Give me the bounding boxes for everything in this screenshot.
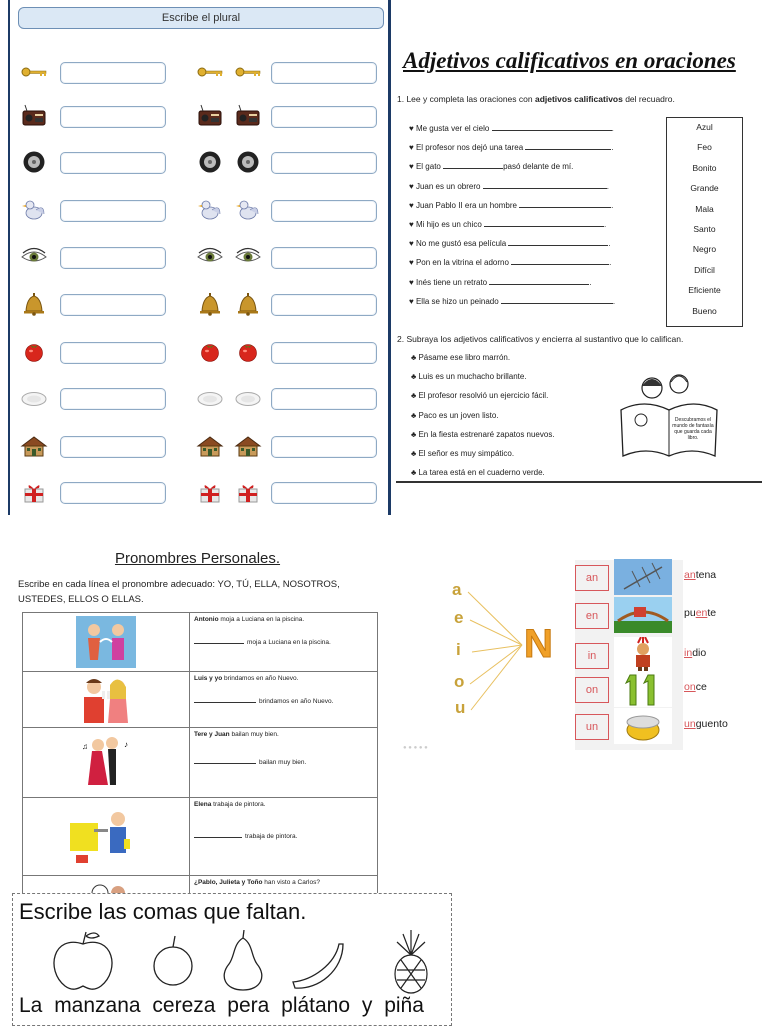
word-syllable: un (684, 718, 696, 730)
bell-icon (234, 292, 262, 321)
tire-icon (234, 150, 262, 179)
radio-icon (234, 104, 262, 133)
eye-icon (20, 245, 48, 274)
gift-icon (20, 480, 48, 509)
singular-input[interactable] (60, 200, 166, 222)
sentence-end: . (589, 277, 592, 287)
example-word (684, 569, 716, 581)
sentence-start: ♥ El gato (409, 162, 444, 172)
answer-blank[interactable] (443, 160, 503, 169)
banana-icon (293, 944, 343, 988)
answer-blank[interactable] (492, 122, 612, 131)
eleven-icon (614, 671, 672, 712)
plate-icon (234, 386, 262, 415)
sentence-end: . (604, 220, 607, 229)
picture-cell (23, 728, 190, 798)
fill-sentence (194, 637, 331, 646)
plate-icon (20, 386, 48, 415)
sentence-end: . (606, 181, 609, 191)
big-letter: N (524, 622, 553, 666)
plural-input[interactable] (271, 482, 377, 504)
row-sentence (194, 801, 266, 808)
adjectives-title: Adjetivos calificativos en oraciones (403, 48, 736, 73)
sentence-start: ♥ Juan es un obrero (409, 181, 483, 191)
plural-input[interactable] (271, 152, 377, 174)
singular-input[interactable] (60, 388, 166, 410)
answer-blank[interactable] (489, 276, 592, 287)
commas-title: Escribe las comas que faltan. (19, 899, 307, 924)
singular-input[interactable] (60, 62, 166, 84)
word-option: Grande (690, 183, 719, 194)
fill-text: brindamos en año Nuevo. (259, 698, 334, 705)
word-option: Difícil (694, 264, 715, 275)
predicate: moja a Luciana en la piscina. (218, 616, 305, 623)
sentence-end: pasó delante de mí. (503, 162, 574, 172)
illustration-icon (66, 614, 146, 675)
sentence-item (409, 160, 573, 171)
predicate: bailan muy bien. (229, 731, 279, 738)
gift-icon (196, 480, 224, 509)
radio-icon (20, 104, 48, 133)
sentence-start: ♥ Me gusta ver el cielo (409, 124, 492, 133)
pronoun-blank[interactable] (194, 696, 256, 703)
sentence-start: ♥ No me gustó esa película (409, 239, 509, 249)
word-box (666, 117, 743, 327)
plural-input[interactable] (271, 294, 377, 316)
ointment-icon (614, 708, 672, 749)
sentence-end: . (611, 200, 614, 210)
subrayar-item: ♣ Paco es un joven listo. (411, 410, 499, 420)
fill-sentence (194, 831, 297, 840)
sentence-item (409, 295, 615, 306)
word-option: Santo (693, 224, 716, 234)
bridge-icon (614, 597, 672, 638)
cherry-icon (154, 936, 192, 985)
singular-input[interactable] (60, 294, 166, 316)
plate-icon (196, 386, 224, 415)
eye-icon (234, 245, 262, 274)
word-suffix: dio (692, 647, 707, 659)
illustration-icon (66, 809, 146, 870)
syllable-in: in (575, 643, 609, 669)
singular-input[interactable] (60, 436, 166, 458)
subrayar-item: ♣ El señor es muy simpático. (411, 449, 515, 458)
bell-icon (20, 292, 48, 321)
key-icon (196, 60, 224, 89)
sentence-start: ♥ El profesor nos dejó una tarea (409, 143, 526, 153)
table-row (23, 727, 377, 798)
pronouns-instruction: Escribe en cada línea el pronombre adecuado: YO, TÚ, ELLA, NOSOTROS, USTEDES, ELLOS O ELLAS. (18, 579, 340, 605)
commas-sentence: La manzana cereza pera plátano y piña (19, 994, 424, 1017)
bottom-rule (396, 481, 762, 483)
example-word (684, 681, 707, 693)
picture-cell (23, 613, 190, 671)
answer-blank[interactable] (519, 199, 614, 210)
subject: Luis y yo (194, 675, 223, 682)
subrayar-item: ♣ El profesor resolvió un ejercicio fácil. (411, 391, 549, 401)
picture-cell (23, 798, 190, 876)
left-border (8, 0, 10, 515)
sentence-end: . (609, 258, 612, 268)
word-option: Bueno (692, 305, 717, 316)
sentence-start: ♥ Juan Pablo II era un hombre (409, 200, 520, 210)
tire-icon (20, 150, 48, 179)
singular-input[interactable] (60, 247, 166, 269)
syllable-on: on (575, 677, 609, 703)
pronouns-table (22, 612, 378, 904)
adjectives-worksheet (391, 0, 768, 515)
word-option: Azul (696, 122, 713, 132)
illustration-icon (66, 673, 146, 734)
word-option: Mala (695, 203, 714, 214)
vowel-a: a (452, 580, 462, 599)
sentence-end: . (611, 124, 614, 133)
answer-blank[interactable] (484, 218, 607, 229)
vowel-connector (470, 620, 522, 645)
sentence-item (409, 141, 614, 152)
vowel-u: u (455, 698, 466, 717)
radio-icon (196, 104, 224, 133)
house-icon (196, 434, 224, 463)
sentence-start: ♥ Mi hijo es un chico (409, 220, 485, 229)
sentence-item (409, 122, 614, 133)
syllable-an: an (575, 565, 609, 591)
fruit-drawings (43, 930, 443, 994)
singular-input[interactable] (60, 106, 166, 128)
pronoun-blank[interactable] (194, 831, 242, 838)
example-word (684, 647, 706, 659)
plural-title: Escribe el plural (18, 7, 384, 29)
example-word (684, 718, 728, 730)
singular-input[interactable] (60, 342, 166, 364)
sentence-start: ♥ Ella se hizo un peinado (409, 296, 501, 306)
subject: Elena (194, 801, 212, 808)
commas-worksheet (12, 893, 452, 1026)
subrayar-item: ♣ Luis es un muchacho brillante. (411, 372, 527, 382)
pronouns-title: Pronombres Personales. (114, 550, 281, 567)
bird-icon (196, 198, 224, 227)
syllable-en: en (575, 603, 609, 629)
sentence-start: ♥ Pon en la vitrina el adorno (409, 258, 512, 268)
gift-icon (234, 480, 262, 509)
singular-input[interactable] (60, 152, 166, 174)
question-1: 1. Lee y completa las oraciones con adjetivos calificativos del recuadro. (397, 94, 675, 104)
word-syllable: en (695, 607, 708, 619)
sentence-item (409, 276, 592, 287)
bell-icon (196, 292, 224, 321)
fill-sentence (194, 696, 333, 705)
plural-input[interactable] (271, 247, 377, 269)
word-syllable: on (684, 681, 696, 693)
bird-icon (234, 198, 262, 227)
svg-text:♪: ♪ (124, 740, 128, 749)
pronoun-blank[interactable] (194, 637, 244, 644)
pear-icon (224, 930, 262, 990)
fill-text: moja a Luciana en la piscina. (247, 639, 331, 646)
predicate: trabaja de pintora. (211, 801, 266, 808)
sentence-item (409, 256, 611, 267)
house-icon (20, 434, 48, 463)
tomato-icon (196, 340, 224, 369)
subrayar-item: ♣ En la fiesta estrenaré zapatos nuevos. (411, 429, 555, 439)
word-suffix: ce (695, 681, 707, 693)
answer-blank[interactable] (511, 256, 612, 268)
plural-input[interactable] (271, 388, 377, 410)
vowel-i: i (456, 640, 461, 659)
tomato-icon (234, 340, 262, 369)
picture-cell (23, 672, 190, 728)
question-2: 2. Subraya los adjetivos calificativos y encierra al sustantivo que lo califican. (397, 334, 684, 344)
sentence-end: . (608, 239, 611, 249)
plural-input[interactable] (271, 200, 377, 222)
plural-worksheet (0, 0, 390, 515)
plural-input[interactable] (271, 436, 377, 458)
pronouns-worksheet (0, 540, 395, 900)
fill-text: bailan muy bien. (259, 759, 307, 766)
word-suffix: te (707, 607, 717, 619)
word-option: Feo (697, 142, 712, 153)
vowel-e: e (454, 608, 464, 627)
word-suffix: tena (695, 569, 717, 581)
word-prefix: pu (684, 607, 696, 619)
answer-blank[interactable] (508, 237, 611, 249)
bird-icon (20, 198, 48, 227)
pronoun-blank[interactable] (194, 757, 256, 764)
word-syllable: in (684, 647, 693, 659)
tire-icon (196, 150, 224, 179)
sentence-item (409, 180, 609, 191)
decor-dots: ● ● ● ● ● (403, 745, 428, 751)
row-sentence (194, 879, 320, 886)
answer-blank[interactable] (483, 180, 607, 189)
fill-sentence (194, 757, 306, 766)
sentence-item (409, 218, 606, 229)
plural-input[interactable] (271, 106, 377, 128)
row-sentence (194, 616, 304, 623)
word-option: Eficiente (688, 285, 721, 296)
subject: ¿Pablo, Julieta y Toño (194, 879, 263, 886)
example-word (684, 607, 716, 619)
plural-input[interactable] (271, 342, 377, 364)
sentence-end: . (612, 296, 616, 306)
fill-text: trabaja de pintora. (245, 833, 298, 840)
eye-icon (196, 245, 224, 274)
sentence-end: . (611, 143, 614, 153)
key-icon (234, 60, 262, 89)
row-sentence (194, 675, 298, 682)
tomato-icon (20, 340, 48, 369)
vowel-o: o (454, 672, 465, 691)
subject: Tere y Juan (194, 731, 230, 738)
vowel-connector (468, 592, 522, 645)
singular-input[interactable] (60, 482, 166, 504)
predicate: han visto a Carlos? (262, 879, 320, 886)
subrayar-item: ♣ Pásame ese libro marrón. (411, 353, 511, 362)
word-suffix: guento (695, 718, 728, 730)
book-text: Descubramos el mundo de fantasía que guarda cada libro. (672, 417, 714, 441)
sentence-item (409, 237, 611, 248)
word-syllable: an (684, 569, 696, 581)
subrayar-item: ♣ La tarea está en el cuaderno verde. (411, 468, 545, 478)
word-option: Bonito (692, 162, 717, 173)
apple-icon (54, 932, 112, 989)
answer-blank[interactable] (501, 295, 616, 306)
subject: Antonio (194, 616, 219, 623)
illustration-icon (66, 735, 146, 796)
table-row (23, 613, 377, 671)
sentence-start: ♥ Inés tiene un retrato (409, 277, 490, 287)
syllables-worksheet (400, 540, 768, 770)
syllable-un: un (575, 714, 609, 740)
table-row (23, 797, 377, 876)
key-icon (20, 60, 48, 89)
answer-blank[interactable] (525, 141, 614, 153)
svg-text:♫: ♫ (82, 742, 88, 751)
sentence-item (409, 199, 613, 210)
house-icon (234, 434, 262, 463)
table-row (23, 671, 377, 728)
kids-book-illustration (619, 370, 719, 460)
predicate: brindamos en año Nuevo. (222, 675, 299, 682)
pineapple-icon (395, 930, 427, 993)
plural-input[interactable] (271, 62, 377, 84)
antenna-icon (614, 559, 672, 600)
word-option: Negro (692, 244, 717, 255)
row-sentence (194, 731, 279, 738)
